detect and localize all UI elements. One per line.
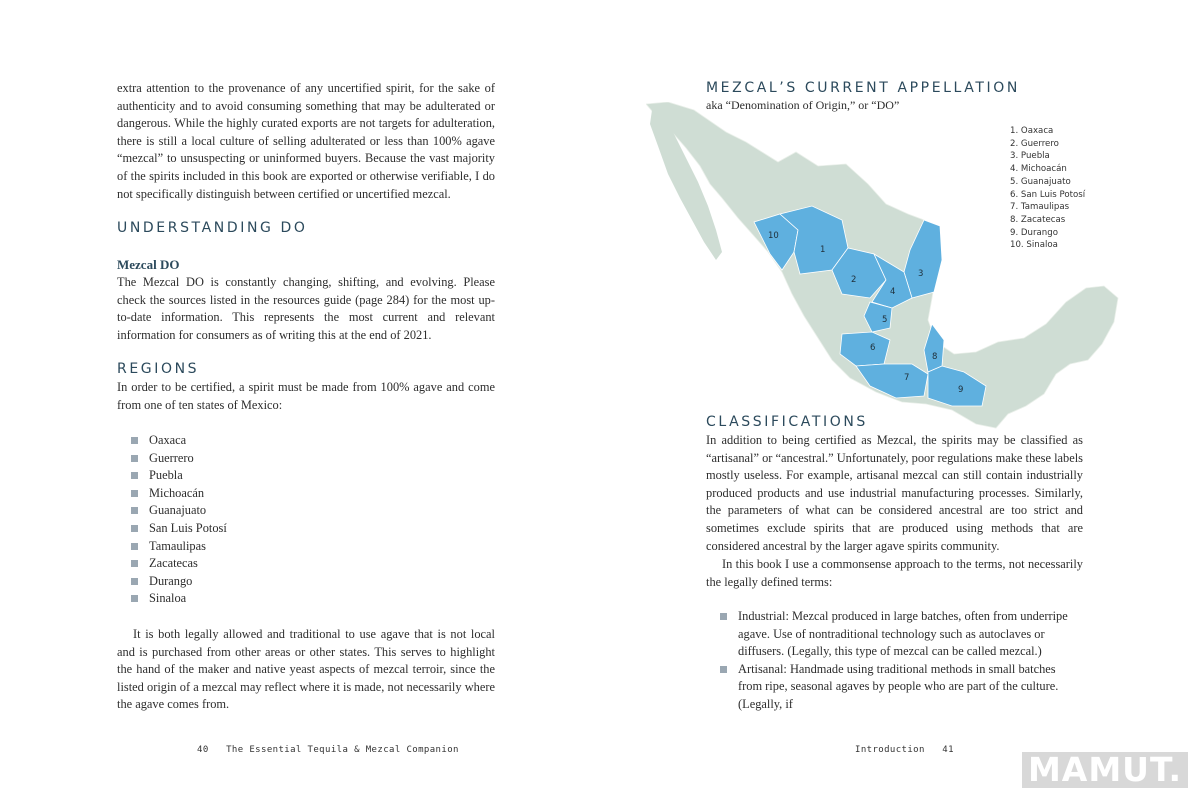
list-item: Michoacán xyxy=(131,485,431,503)
map-title: MEZCAL’S CURRENT APPELLATION xyxy=(706,80,1020,96)
square-bullet-icon xyxy=(131,578,138,585)
square-bullet-icon xyxy=(131,490,138,497)
legend-item: 6. San Luis Potosí xyxy=(1010,189,1086,200)
legend-item: 1. Oaxaca xyxy=(1010,126,1054,136)
intro-paragraph: extra attention to the provenance of any uncertified spirit, for the sake of authenticity and to avoid consuming something that may be adulterated or dangerous. While the highly curated exports are not targets for adulteration, there is still a local culture of selling adulterated or less than 100% agave “mezcal” to unsuspecting or uninformed buyers. Because the vast majority of the spirits included in this book are exported or otherwise verifiable, I do not specifically distinguish between certified or uncertified mezcal. xyxy=(117,81,495,201)
map-label-6: 6 xyxy=(870,343,876,353)
square-bullet-icon xyxy=(720,613,727,620)
heading-classifications: CLASSIFICATIONS xyxy=(706,414,868,430)
map-label-8: 8 xyxy=(932,352,938,362)
square-bullet-icon xyxy=(131,437,138,444)
map-label-5: 5 xyxy=(882,315,888,325)
list-item: Oaxaca xyxy=(131,432,431,450)
watermark-logo: MAMUT. xyxy=(1022,752,1188,788)
classifications-paragraph: In addition to being certified as Mezcal, the spirits may be classified as “artisanal” or “ancestral.” Unfortunately, poor regulations make these labels mostly useless. For example, artisanal mezcal can still contain industrially produced products and use industrial manufacturing processes. Similarly, the parameters of what can be considered ancestral are too strict and sometimes exclude spirits that are produced using methods that are considered ancestral by the larger agave spirits community. xyxy=(706,433,1083,553)
class-item-artisanal: Artisanal: Handmade using traditional methods in small batches from ripe, seasonal agaves by people who are part of the culture. (Legally, if xyxy=(738,661,1059,711)
list-item: Puebla xyxy=(131,467,431,485)
list-item: San Luis Potosí xyxy=(131,520,431,538)
square-bullet-icon xyxy=(131,595,138,602)
list-item: Zacatecas xyxy=(131,555,431,573)
square-bullet-icon xyxy=(720,666,727,673)
map-label-10: 10 xyxy=(768,231,779,241)
map-subtitle: aka “Denomination of Origin,” or “DO” xyxy=(706,98,900,112)
commonsense-paragraph: In this book I use a commonsense approach to the terms, not necessarily the legally defined terms: xyxy=(706,557,1083,589)
class-item-industrial: Industrial: Mezcal produced in large batches, often from underripe agave. Use of nontraditional technology such as autoclaves or diffusers. (Legally, this type of mezcal can be called mezcal.) xyxy=(738,609,1068,659)
square-bullet-icon xyxy=(131,455,138,462)
heading-understanding-do: UNDERSTANDING DO xyxy=(117,220,308,236)
list-item xyxy=(720,608,1080,661)
map-label-2: 2 xyxy=(851,275,857,285)
left-footer: 40 The Essential Tequila & Mezcal Companion xyxy=(197,745,459,755)
square-bullet-icon xyxy=(131,543,138,550)
map-label-7: 7 xyxy=(904,373,910,383)
list-item: Durango xyxy=(131,573,431,591)
map-label-9: 9 xyxy=(958,385,964,395)
classification-list xyxy=(720,608,1080,714)
legend-item: 2. Guerrero xyxy=(1010,138,1059,149)
legend-item: 9. Durango xyxy=(1010,227,1058,238)
closing-paragraph: It is both legally allowed and traditional to use agave that is not local and is purchased from other areas or other states. This serves to highlight the hand of the maker and native yeast aspects of mezcal terroir, since the listed origin of a mezcal may reflect where it is made, not necessarily where the agave comes from. xyxy=(117,627,495,712)
list-item: Guanajuato xyxy=(131,502,431,520)
map-label-4: 4 xyxy=(890,287,896,297)
list-item: Guerrero xyxy=(131,450,431,468)
list-item xyxy=(720,661,1080,714)
square-bullet-icon xyxy=(131,525,138,532)
subheading-mezcal-do: Mezcal DO xyxy=(117,257,180,272)
map-label-1: 1 xyxy=(820,245,826,255)
right-footer: Introduction 41 xyxy=(855,745,954,755)
square-bullet-icon xyxy=(131,472,138,479)
square-bullet-icon xyxy=(131,507,138,514)
regions-paragraph: In order to be certified, a spirit must be made from 100% agave and come from one of ten states of Mexico: xyxy=(117,380,495,412)
legend-item: 7. Tamaulipas xyxy=(1010,202,1070,213)
map-legend xyxy=(1010,125,1085,252)
legend-item: 10. Sinaloa xyxy=(1010,240,1058,251)
square-bullet-icon xyxy=(131,560,138,567)
list-item: Sinaloa xyxy=(131,590,431,608)
state-guerrero-shape xyxy=(856,364,928,398)
states-list xyxy=(131,432,431,608)
legend-item: 4. Michoacán xyxy=(1010,164,1067,175)
legend-item: 3. Puebla xyxy=(1010,151,1050,162)
list-item: Tamaulipas xyxy=(131,538,431,556)
heading-regions: REGIONS xyxy=(117,361,200,377)
map-label-3: 3 xyxy=(918,269,924,279)
mezcal-do-paragraph: The Mezcal DO is constantly changing, shifting, and evolving. Please check the sources listed in the resources guide (page 284) for the most up-to-date information. This represents the most current and relevant information for consumers as of writing this at the end of 2021. xyxy=(117,275,495,342)
legend-item: 5. Guanajuato xyxy=(1010,176,1071,187)
legend-item: 8. Zacatecas xyxy=(1010,214,1066,225)
